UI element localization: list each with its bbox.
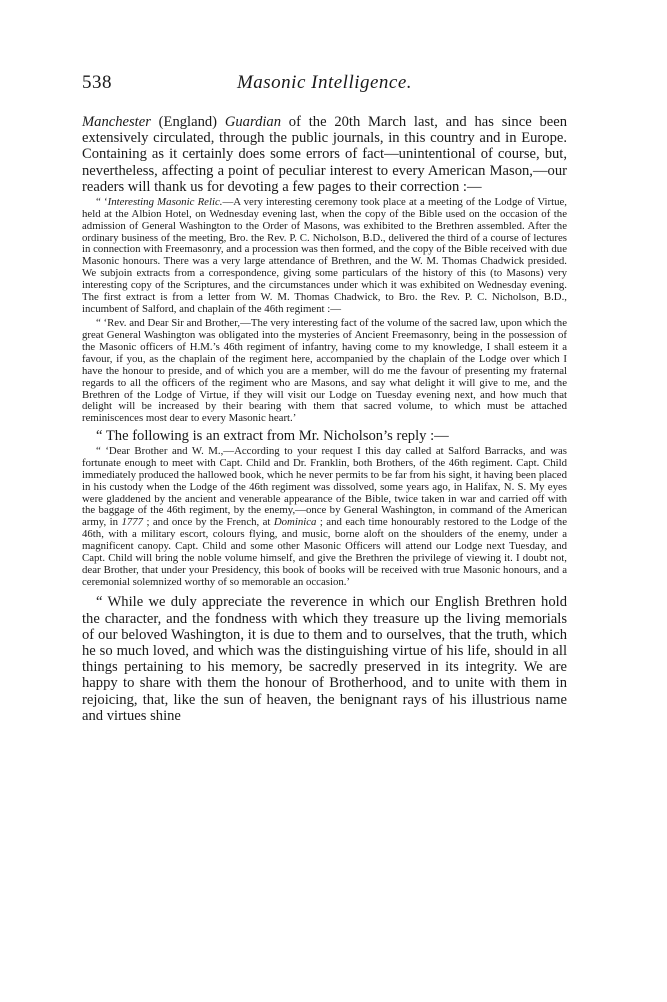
intro-text-b: of the 20th March last, and has since been extensively circulated, through the public journals, in this country and in Europe. Containing as it certainly does some errors of fact—unintentional of course, but, nevertheless, affecting a point of peculiar interest to every American Mason,—our readers will thank us for devoting a few pages to their correction :— — [82, 114, 567, 195]
running-title: Masonic Intelligence. — [236, 72, 413, 93]
reply-text-a: “ ‘Dear Brother and W. M.,—According to your request I this day called at Salford Barracks, and was fortunate enough to meet with Capt. Child and Dr. Franklin, both Brothers, of the 46th regiment. Capt. Child immediately produced the hallowed book, which he never permits to be far from his sight, it having been placed in his custody when the Lodge of the 46th regiment was dissolved, some years ago, in Halifax, N. S. My eyes were gladdened by the ancient and venerable appearance of the Bible, twice taken in war and carried off with the baggage of the 46th regiment, by the enemy,—once by General Washington, in command of the American army, in — [82, 445, 567, 529]
quote-chadwick-text: “ ‘Rev. and Dear Sir and Brother,—The very interesting fact of the volume of the sacred law, upon which the great General Washington was obligated into the mysteries of Ancient Freemasonry, being in the possession of the Masonic officers of H.M.’s 46th regiment of infantry, having come to my knowledge, I shall esteem it a favour, if you, as the chaplain of the regiment here, accompanied by the chaplain of the Lodge over which I have the honour to preside, and of which you are a member, will do me the favour of presenting my fraternal regards to all the officers of the regiment who are Masons, and say what delight it will give to me, and the Brethren of the Lodge of Virtue, if they will visit our Lodge on Tuesday evening next, and how much that delight will be increased by their bearing with them that sacred volume, to which must be attached reminiscences most dear to every Masonic heart.’ — [82, 317, 567, 425]
transition-line — [82, 428, 567, 444]
reply-text-b: ; and once by the French, at — [143, 516, 274, 529]
quote-relic-report — [82, 197, 567, 315]
page — [82, 72, 567, 724]
closing-text: “ While we duly appreciate the reverence in which our English Brethren hold the character, and the fondness with which they treasure up the living memorials of our beloved Washington, it is due to them and to ourselves, that the truth, which he so much loved, and which was the distinguishing virtue of his life, should in all things pertaining to his memory, be sacredly preserved in its integrity. We are happy to share with them the honour of Brotherhood, and to unite with them in rejoicing, that, like the sun of heaven, the benignant rays of his illustrious name and virtues shine — [82, 594, 567, 724]
quote-relic-text: —A very interesting ceremony took place at a meeting of the Lodge of Virtue, held at the Albion Hotel, on Wednesday evening last, when the copy of the Bible used on the occasion of the admission of General Washington to the Order of Masons, was exhibited to the Brethren assembled. After the ordinary business of the meeting, Bro. the Rev. P. C. Nicholson, B.D., delivered the third of a course of lectures in connection with Freemasonry, and a procession was then formed, and the copy of the Bible received with due Masonic honours. There was a very large attendance of Brethren, and the W. M. Thomas Chadwick presided. We subjoin extracts from a correspondence, giving some particulars of the history of this (to Masons) very interesting copy of the Scriptures, and the circumstances under which it was exhibited on Wednesday evening. The first extract is from a letter from W. M. Thomas Chadwick, to Bro. the Rev. P. C. Nicholson, B.D., incumbent of Salford, and chaplain of the 46th regiment :— — [82, 196, 567, 315]
closing-paragraph — [82, 594, 567, 724]
quote-nicholson-reply — [82, 446, 567, 588]
reply-year: 1777 — [121, 516, 144, 529]
source-paper-name: Manchester — [82, 114, 151, 130]
quote-chadwick-letter — [82, 318, 567, 425]
running-head — [82, 72, 567, 98]
reply-place: Dominica — [273, 516, 317, 529]
quote-open-mark: “ ‘ — [96, 196, 108, 209]
transition-text: “ The following is an extract from Mr. Nicholson’s reply :— — [96, 428, 449, 445]
source-paper-name-2: Guardian — [224, 114, 282, 130]
quote-heading: Interesting Masonic Relic. — [107, 196, 223, 209]
page-number: 538 — [82, 72, 112, 93]
intro-paragraph — [82, 114, 567, 195]
intro-text-a: (England) — [150, 114, 225, 130]
reply-text-c: ; and each time honourably restored to the Lodge of the 46th, with a military escort, colours flying, and music, borne aloft on the shoulders of the enemy, under a magnificent canopy. Capt. Child and some other Masonic Officers will attend our Lodge next Tuesday, and Capt. Child will bring the noble volume himself, and give the Brethren the privilege of viewing it. I doubt not, dear Brother, that under your Presidency, this book of books will be received with true Masonic honours, and a ceremonial solemnized worthy of so memorable an occasion.’ — [82, 516, 567, 588]
